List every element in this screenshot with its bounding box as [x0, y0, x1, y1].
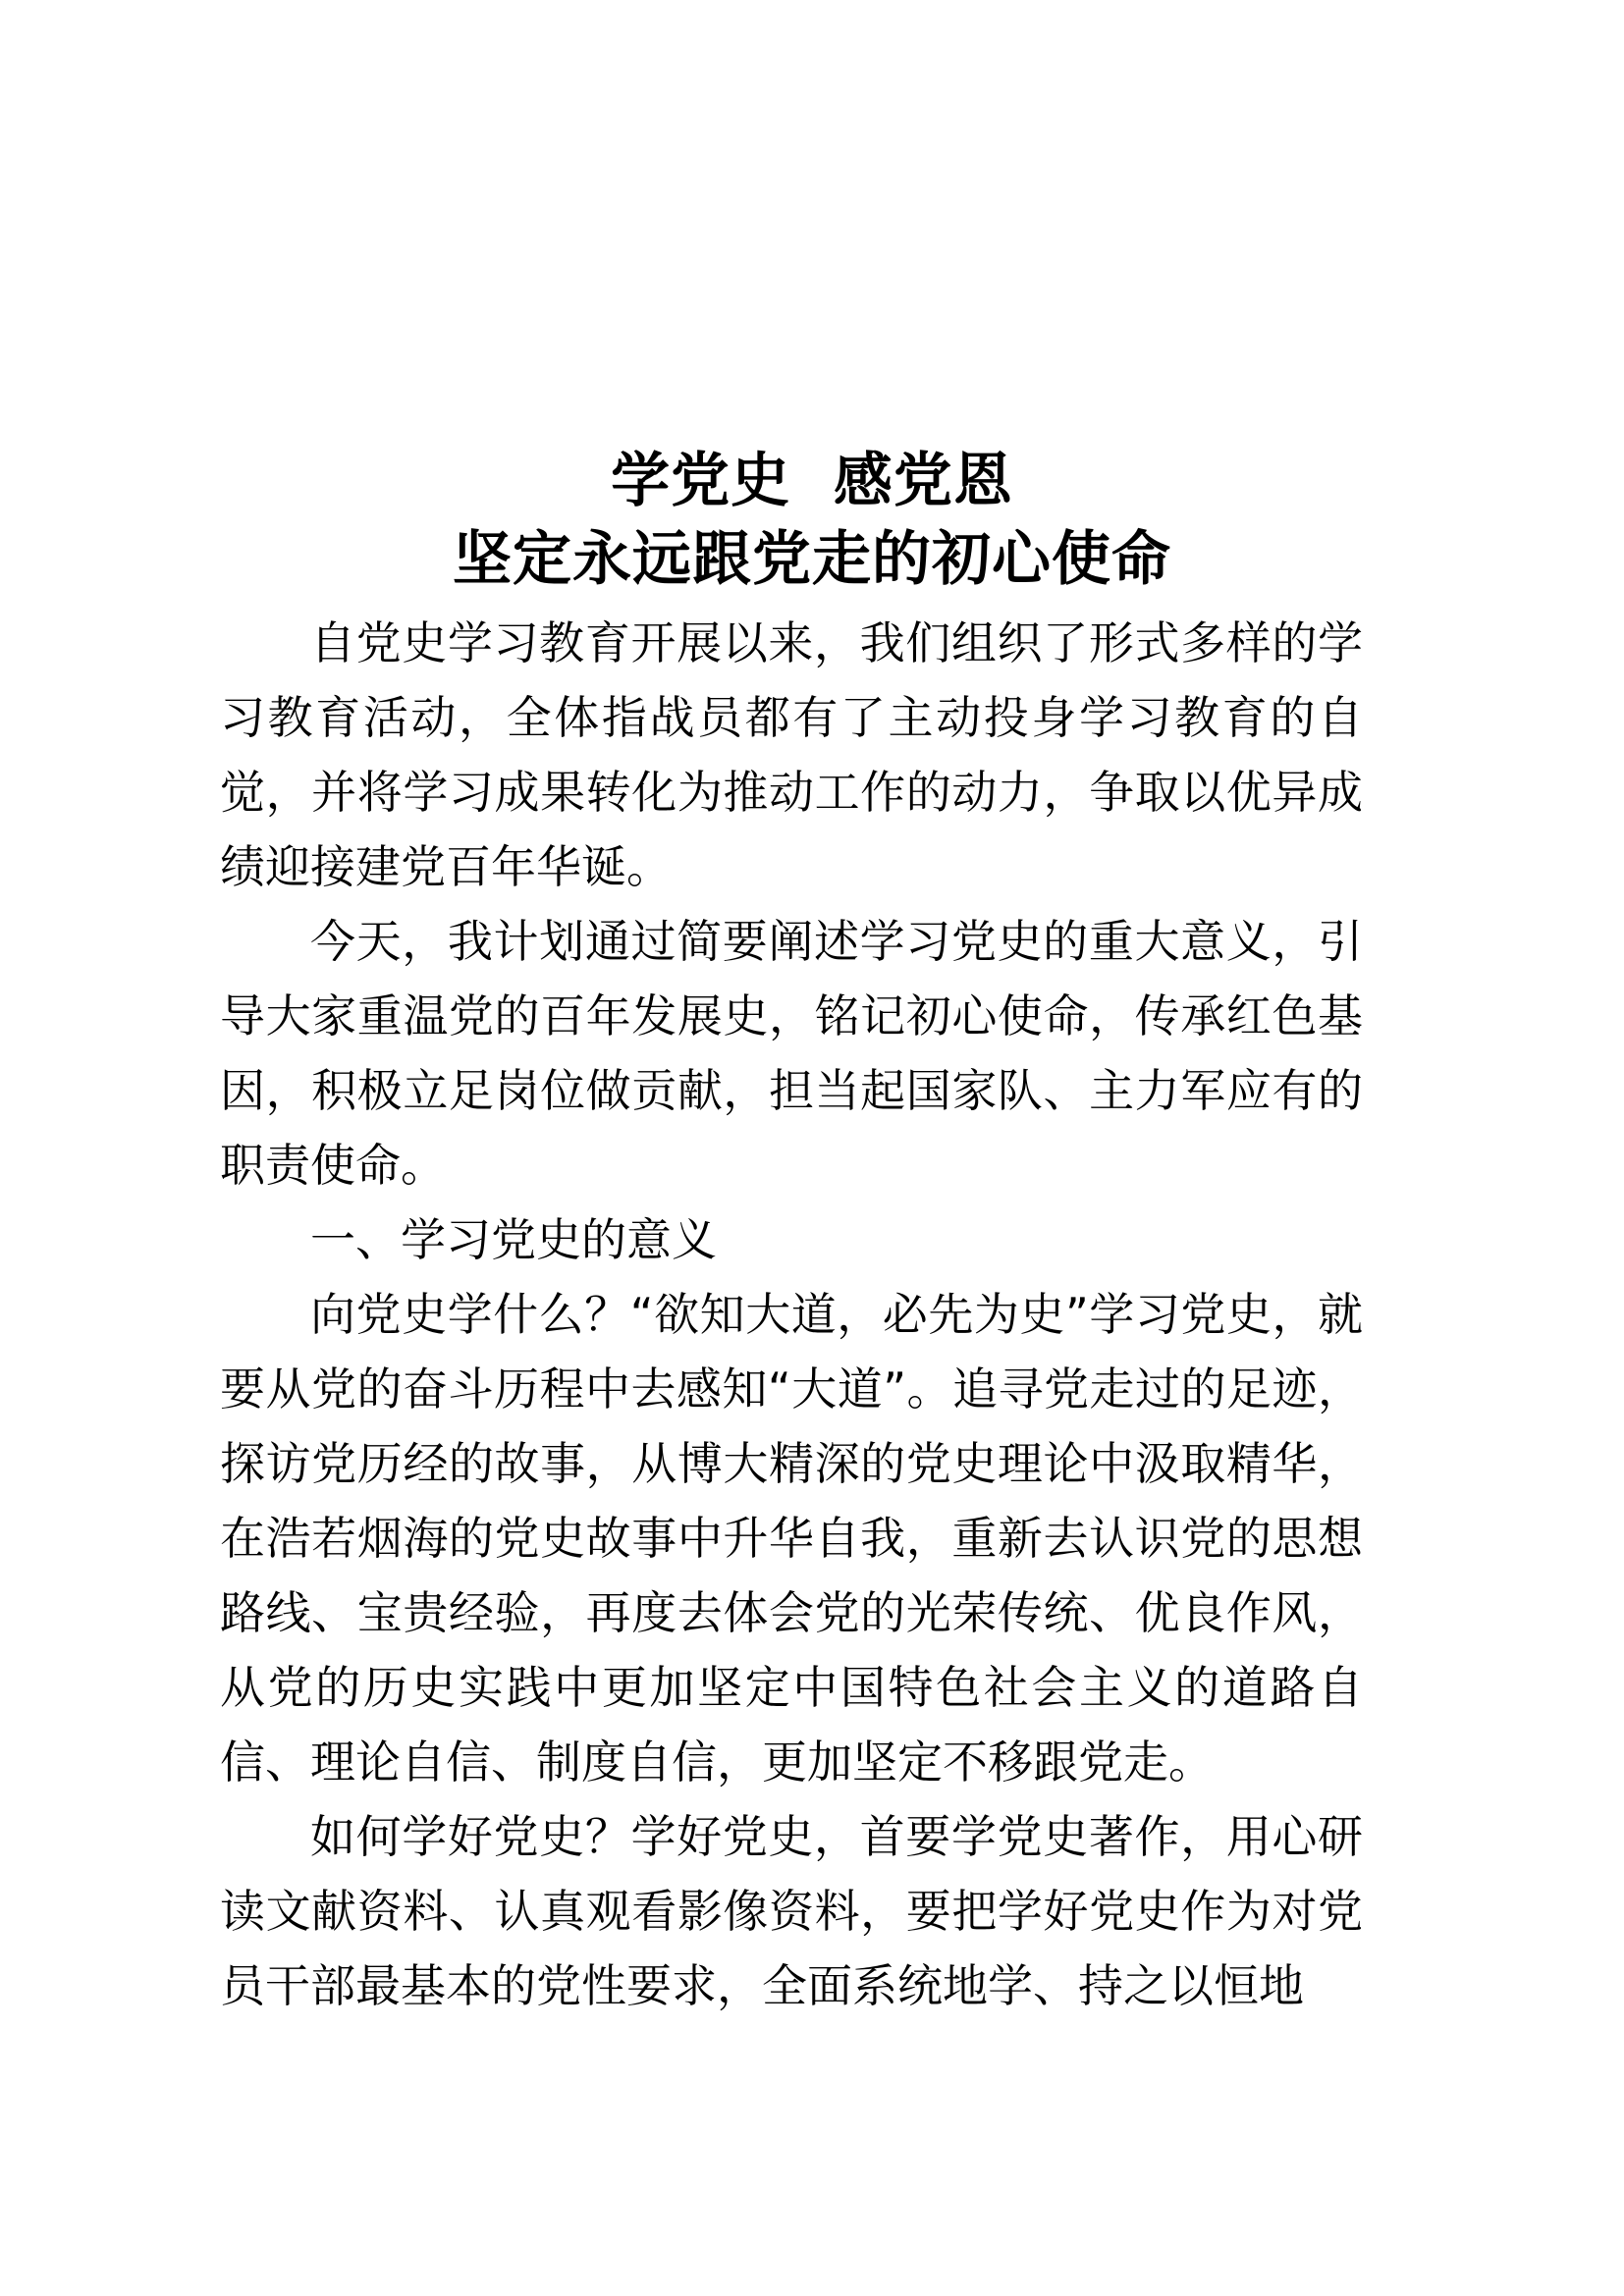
- title-line-1: 学党史 感党恩: [611, 447, 1013, 515]
- paragraph-how-to-learn: 如何学好党史？学好党史，首要学党史著作，用心研读文献资料、认真观看影像资料，要把学好党史作为对党员干部最基本的党性要求，全面系统地学、持之以恒地: [220, 1810, 1363, 2012]
- title-line-2: 坚定永远跟党走的初心使命: [453, 525, 1171, 594]
- paragraph-what-to-learn: 向党史学什么？“欲知大道，必先为史”学习党史，就要从党的奋斗历程中去感知“大道”。追寻党走过的足迹，探访党历经的故事，从博大精深的党史理论中汲取精华，在浩若烟海的党史故事中升华自我，重新去认识党的思想路线、宝贵经验，再度去体会党的光荣传统、优良作风，从党的历史实践中更加坚定中国特色社会主义的道路自信、理论自信、制度自信，更加坚定不移跟党走。: [220, 1288, 1363, 1789]
- paragraph-intro: 自党史学习教育开展以来，我们组织了形式多样的学习教育活动，全体指战员都有了主动投身学习教育的自觉，并将学习成果转化为推动工作的动力，争取以优异成绩迎接建党百年华诞。: [220, 616, 1363, 893]
- section-heading: 一、学习党史的意义: [310, 1213, 717, 1266]
- document-body: [220, 606, 1363, 2023]
- paragraph-plan: 今天，我计划通过简要阐述学习党史的重大意义，引导大家重温党的百年发展史，铭记初心使命，传承红色基因，积极立足岗位做贡献，担当起国家队、主力军应有的职责使命。: [220, 915, 1363, 1192]
- document-title: [0, 442, 1624, 599]
